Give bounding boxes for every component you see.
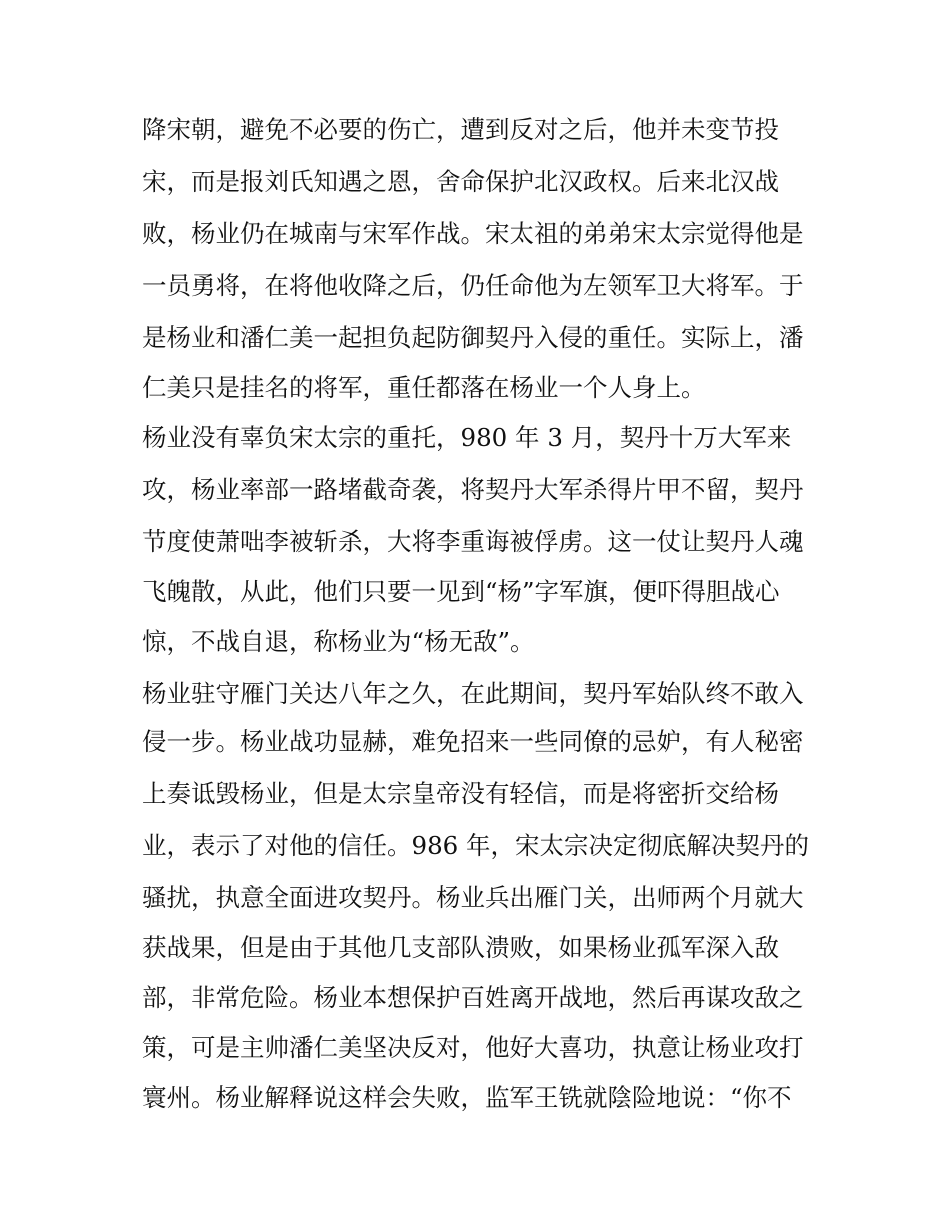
text-line: 攻，杨业率部一路堵截奇袭，将契丹大军杀得片甲不留，契丹 bbox=[142, 475, 804, 504]
text-line: 宋，而是报刘氏知遇之恩，舍命保护北汉政权。后来北汉战 bbox=[142, 167, 779, 196]
text-line: 杨业没有辜负宋太宗的重托，980 年 3 月，契丹十万大军来 bbox=[142, 423, 792, 452]
text-line: 寰州。杨业解释说这样会失败，监军王铣就陰险地说：“你不 bbox=[142, 1083, 792, 1112]
text-line: 败，杨业仍在城南与宋军作战。宋太祖的弟弟宋太宗觉得他是 bbox=[142, 219, 804, 248]
text-line: 上奏诋毁杨业，但是太宗皇帝没有轻信，而是将密折交给杨 bbox=[142, 779, 779, 808]
text-line: 策，可是主帅潘仁美坚决反对，他好大喜功，执意让杨业攻打 bbox=[142, 1033, 804, 1062]
text-line: 节度使萧咄李被斩杀，大将李重诲被俘虏。这一仗让契丹人魂 bbox=[142, 527, 804, 556]
text-line: 仁美只是挂名的将军，重任都落在杨业一个人身上。 bbox=[142, 373, 706, 402]
text-line: 骚扰，执意全面进攻契丹。杨业兵出雁门关，出师两个月就大 bbox=[142, 883, 804, 912]
text-line: 是杨业和潘仁美一起担负起防御契丹入侵的重任。实际上，潘 bbox=[142, 323, 804, 352]
text-line: 业，表示了对他的信任。986 年，宋太宗决定彻底解决契丹的 bbox=[142, 831, 810, 860]
text-line: 杨业驻守雁门关达八年之久，在此期间，契丹军始队终不敢入 bbox=[142, 679, 804, 708]
text-line: 飞魄散，从此，他们只要一见到“杨”字军旗，便吓得胆战心 bbox=[142, 577, 780, 606]
text-line: 一员勇将，在将他收降之后，仍任命他为左领军卫大将军。于 bbox=[142, 271, 804, 300]
text-line: 侵一步。杨业战功显赫，难免招来一些同僚的忌妒，有人秘密 bbox=[142, 727, 804, 756]
text-line: 部，非常危险。杨业本想保护百姓离开战地，然后再谋攻敌之 bbox=[142, 983, 804, 1012]
text-line: 获战果，但是由于其他几支部队溃败，如果杨业孤军深入敌 bbox=[142, 933, 779, 962]
text-line: 降宋朝，避免不必要的伤亡，遭到反对之后，他并未变节投 bbox=[142, 115, 779, 144]
text-line: 惊，不战自退，称杨业为“杨无敌”。 bbox=[142, 627, 535, 656]
